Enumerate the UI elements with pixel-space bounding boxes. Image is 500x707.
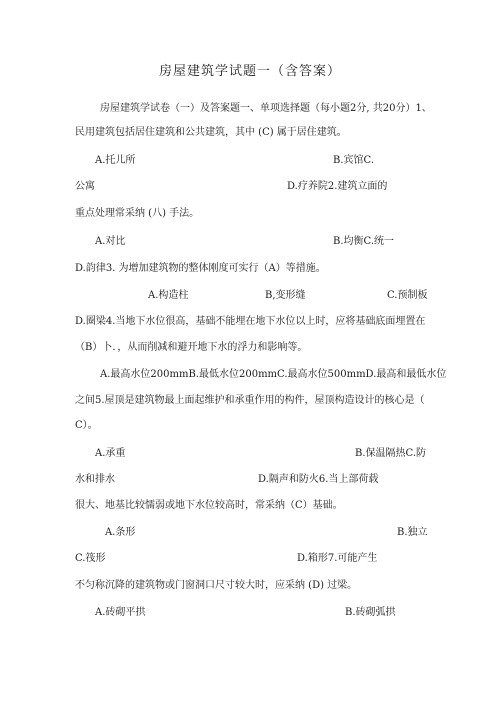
text-line: C）。: [75, 420, 98, 431]
text-line: A.承重: [95, 448, 126, 459]
text-line: 房屋建筑学试卷（一）及答案题一、单项选择题（每小题2分, 共20分）1、: [100, 103, 432, 114]
text-line: D.圈梁4.当地下水位很高，基础不能埋在地下水位以上时，应将基础底面埋置在: [75, 316, 426, 327]
text-line: D.韵律3. 为增加建筑物的整体刚度可实行（A）等措施。: [75, 263, 326, 274]
text-line: A.构造柱: [148, 290, 189, 301]
document-title: 房屋建筑学试题一（含答案）: [158, 64, 341, 79]
text-line: C.筏形: [75, 553, 106, 564]
text-line: B.独立: [397, 527, 428, 538]
text-line: C.预制板: [387, 290, 428, 301]
text-line: A.对比: [95, 236, 126, 247]
text-line: A.砖砌平拱: [95, 607, 146, 618]
text-line: 不匀称沉降的建筑物或门窗洞口尺寸较大时，应采纳 (D) 过梁。: [75, 580, 358, 591]
text-line: B.保温隔热C.防: [355, 448, 427, 459]
text-line: A.条形: [105, 527, 136, 538]
text-line: A.最高水位200mmB.最低水位200mmC.最高水位500mmD.最高和最低水位: [100, 369, 447, 380]
text-line: 民用建筑包括居住建筑和公共建筑，其中 (C) 属于居住建筑。: [75, 127, 347, 138]
text-line: A.托儿所: [95, 155, 136, 166]
text-line: 水和排水: [75, 474, 115, 485]
text-line: D.疗养院2.建筑立面的: [287, 181, 388, 192]
text-line: 之间5.屋顶是建筑物最上面起维护和承重作用的构件，屋顶构造设计的核心是（: [75, 395, 425, 406]
text-line: （B）卜．，从而削减和避开地下水的浮力和影响等。: [75, 342, 308, 353]
text-line: 公寓: [75, 181, 95, 192]
text-line: D.箱形7.可能产生: [297, 553, 378, 564]
text-line: 很大、地基比较懦弱或地下水位较高时，常采纳（C）基础。: [75, 500, 343, 511]
text-line: 重点处理常采纳 (八) 手法。: [75, 208, 200, 219]
text-line: D.隔声和防火6.当上部荷载: [258, 474, 379, 485]
text-line: B,变形缝: [265, 290, 306, 301]
text-line: B.宾馆C.: [333, 155, 375, 166]
text-line: B.砖砌弧拱: [345, 607, 396, 618]
text-line: B.均衡C.统一: [333, 236, 395, 247]
